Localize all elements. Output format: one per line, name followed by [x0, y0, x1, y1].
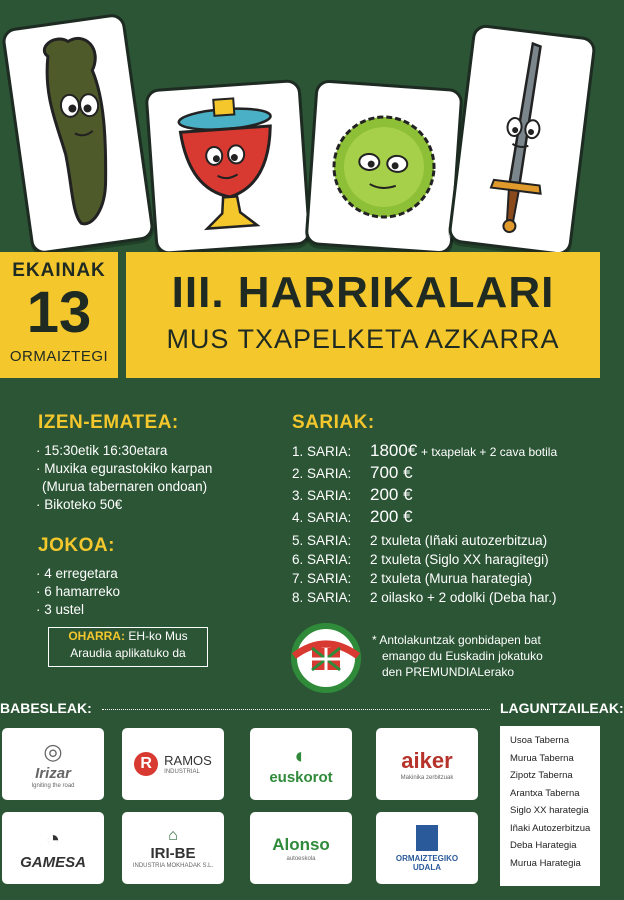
prize-label: 5. SARIA: [292, 533, 352, 548]
cup-character-icon [148, 82, 309, 252]
ramos-logo-icon: R [134, 752, 158, 776]
note-text-2: Araudia aplikatuko da [70, 646, 186, 660]
list-item: · 3 ustel [36, 602, 85, 617]
collaborators-list [500, 726, 600, 886]
card-coin [304, 79, 463, 255]
list-item: · 4 erregetara [36, 566, 118, 581]
list-item: Iñaki Autozerbitzua [510, 822, 591, 834]
footnote-line: * Antolakuntzak gonbidapen bat [372, 633, 541, 647]
prize-footnote [372, 632, 543, 680]
sponsor-name: GAMESA [20, 853, 86, 871]
registration-list [36, 442, 212, 514]
list-item: Usoa Taberna [510, 735, 569, 746]
sponsor-sub: Makinika zerbitzuak [400, 774, 454, 781]
card-cup [144, 79, 311, 255]
prize-extra: + txapelak + 2 cava botila [421, 445, 558, 459]
list-item: Deba Harategia [510, 840, 577, 851]
list-item: · 15:30etik 16:30etara [36, 443, 168, 458]
prize-row [292, 441, 557, 461]
prize-label: 4. SARIA: [292, 510, 352, 525]
game-list [36, 565, 120, 619]
note-label: OHARRA: [68, 629, 125, 643]
prize-row [292, 533, 547, 548]
prize-row [292, 485, 413, 505]
list-item: Murua Harategia [510, 857, 581, 869]
sponsors-divider [102, 709, 490, 710]
footnote-line: emango du Euskadin jokatuko [382, 649, 543, 663]
irizar-logo-icon: ◎ [43, 739, 63, 764]
organizer-logo [290, 622, 362, 694]
sponsor-sub: INDUSTRIA MOKHADAK S.L. [132, 863, 214, 869]
title-box [126, 252, 600, 378]
footnote-line: den PREMUNDIALerako [382, 665, 515, 679]
sponsor-tile [376, 728, 478, 800]
event-title: III. HARRIKALARI [171, 268, 555, 317]
sponsor-name: ORMAIZTEGIKO UDALA [395, 853, 459, 872]
sponsor-sub: INDUSTRIAL [164, 769, 200, 775]
card-club [1, 12, 156, 255]
prize-label: 6. SARIA: [292, 552, 352, 567]
card-sword [447, 23, 597, 256]
prize-label: 7. SARIA: [292, 571, 352, 586]
registration-heading: IZEN-EMATEA: [38, 412, 179, 433]
sponsor-name: Alonso [272, 834, 330, 854]
note-text-1: EH-ko Mus [128, 629, 188, 643]
prize-label: 3. SARIA: [292, 488, 352, 503]
collaborators-heading: LAGUNTZAILEAK: [500, 700, 624, 716]
list-item: Arantxa Taberna [510, 787, 580, 799]
prizes-heading: SARIAK: [292, 412, 375, 433]
sponsors-heading: BABESLEAK: [0, 700, 92, 716]
list-item: (Murua tabernaren ondoan) [42, 479, 208, 494]
coin-character-icon [308, 82, 461, 252]
prize-row [292, 507, 413, 527]
prize-value: 1800€ [370, 441, 418, 460]
prize-row [292, 571, 532, 586]
event-place: ORMAIZTEGI [9, 348, 109, 365]
event-month: EKAINAK [12, 260, 106, 281]
list-item: Zipotz Taberna [510, 770, 573, 781]
sponsor-sub: autoeskola [286, 855, 316, 862]
iribe-logo-icon: ⌂ [168, 827, 178, 844]
list-item: Murua Taberna [510, 752, 574, 764]
prize-label: 8. SARIA: [292, 590, 352, 605]
sponsor-tile [2, 728, 104, 800]
game-heading: JOKOA: [38, 535, 115, 556]
prize-row [292, 463, 413, 483]
list-item: · 6 hamarreko [36, 584, 121, 599]
prize-value: 2 txuleta (Murua harategia) [370, 571, 533, 586]
prize-value: 200 € [370, 507, 413, 526]
gamesa-logo-icon: ◔ [45, 825, 61, 853]
sponsor-tile [2, 812, 104, 884]
sponsor-tile [250, 812, 352, 884]
sponsor-tile [250, 728, 352, 800]
list-item: · Bikoteko 50€ [36, 497, 123, 512]
prize-label: 2. SARIA: [292, 466, 352, 481]
sponsor-name: Irizar [35, 765, 71, 782]
list-item: Siglo XX harategia [510, 805, 589, 816]
list-item: · Muxika egurastokiko karpan [36, 461, 213, 476]
date-box [0, 252, 118, 378]
prize-row [292, 552, 549, 567]
euskorot-logo-icon: ◐ [294, 742, 308, 768]
prize-value: 2 oilasko + 2 odolki (Deba har.) [370, 590, 557, 605]
sponsor-tile [122, 728, 224, 800]
sponsor-tile [122, 812, 224, 884]
prize-row [292, 590, 556, 605]
sponsor-name: IRI-BE [150, 845, 196, 862]
club-character-icon [4, 16, 152, 252]
prize-value: 200 € [370, 485, 413, 504]
sponsor-name: RAMOS [164, 753, 212, 768]
sword-character-icon [450, 27, 593, 254]
sponsor-name: euskorot [269, 768, 333, 786]
prize-value: 2 txuleta (Iñaki autozerbitzua) [370, 533, 548, 548]
sponsor-sub: Igniting the road [31, 783, 75, 789]
ormaiztegi-shield-icon [416, 825, 438, 851]
note-box [48, 627, 208, 667]
sponsor-tile [376, 812, 478, 884]
sponsor-name: aiker [401, 747, 453, 773]
event-day: 13 [26, 280, 92, 345]
prize-label: 1. SARIA: [292, 444, 352, 459]
prize-value: 700 € [370, 463, 413, 482]
event-subtitle: MUS TXAPELKETA AZKARRA [166, 324, 560, 354]
ikurrina-badge-icon [290, 622, 362, 694]
prize-value: 2 txuleta (Siglo XX haragitegi) [370, 552, 549, 567]
